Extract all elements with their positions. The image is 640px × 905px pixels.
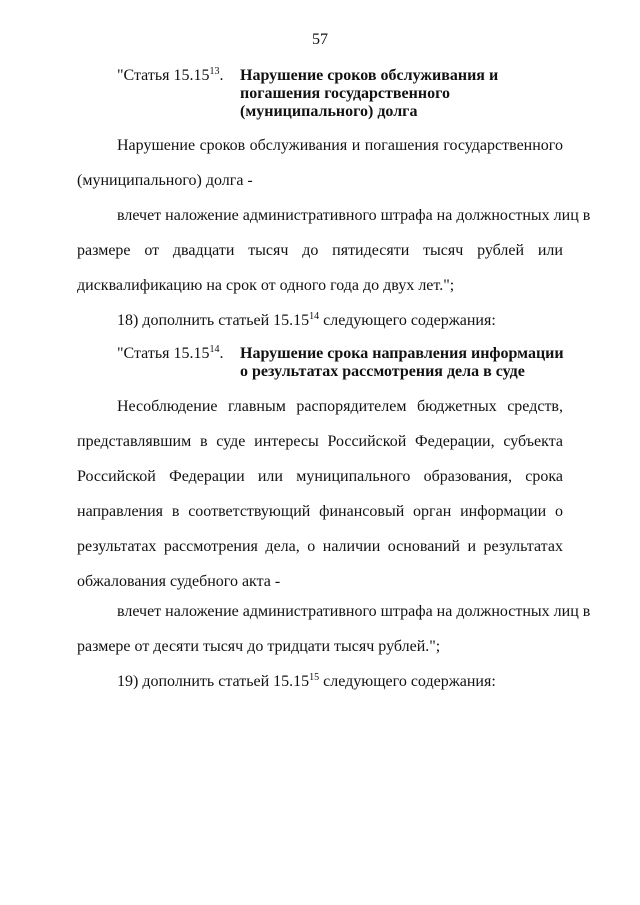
- page-number: 57: [312, 31, 328, 48]
- list-item-19: [117, 673, 496, 691]
- word: двадцати: [172, 242, 235, 259]
- word: дела,: [265, 538, 300, 555]
- word: распорядителем: [296, 398, 407, 415]
- word: рублей: [477, 242, 525, 259]
- article-label-prefix: "Статья 15.15: [117, 345, 210, 362]
- word: рассмотрения: [163, 538, 258, 555]
- word: направления: [77, 503, 164, 520]
- word: срока: [525, 468, 563, 485]
- word: пятидесяти: [332, 242, 410, 259]
- paragraph-line: [77, 433, 563, 451]
- word: или: [257, 468, 283, 485]
- word: Российской: [327, 433, 407, 450]
- word: тысяч: [423, 242, 464, 259]
- article-label-prefix: "Статья 15.15: [117, 67, 210, 84]
- paragraph-line: [77, 242, 563, 260]
- word: от: [144, 242, 160, 259]
- article-label-suffix: .: [219, 345, 224, 362]
- word: до: [302, 242, 319, 259]
- word: результатах: [77, 538, 157, 555]
- word: образования,: [423, 468, 512, 485]
- paragraph-line: обжалования судебного акта -: [77, 573, 281, 590]
- list-item-prefix: 18) дополнить статьей 15.15: [117, 312, 310, 329]
- word: орган: [413, 503, 452, 520]
- paragraph-line: [77, 503, 563, 521]
- paragraph-line: размере от десяти тысяч до тридцати тысяч рублей.";: [77, 638, 441, 655]
- list-item-sup: 14: [309, 311, 320, 322]
- word: тысяч: [248, 242, 289, 259]
- word: Нарушение: [117, 137, 196, 154]
- paragraph-line: [117, 398, 563, 416]
- list-item-suffix: следующего содержания:: [319, 673, 496, 690]
- word: соответствующий: [188, 503, 311, 520]
- word: или: [537, 242, 563, 259]
- article-title-line: (муниципального) долга: [240, 103, 418, 120]
- article-label-suffix: .: [219, 67, 224, 84]
- article-title-line: погашения государственного: [240, 85, 450, 102]
- list-item-suffix: следующего содержания:: [319, 312, 496, 329]
- word: результатах: [483, 538, 563, 555]
- paragraph-line: [117, 137, 563, 155]
- word: представлявшим: [77, 433, 192, 450]
- word: информации: [460, 503, 547, 520]
- list-item-18: [117, 312, 496, 330]
- word: в: [199, 433, 208, 450]
- word: Федерации: [169, 468, 245, 485]
- list-item-sup: 15: [309, 672, 320, 683]
- word: Российской: [77, 468, 156, 485]
- word: главным: [228, 398, 286, 415]
- word: Несоблюдение: [117, 398, 218, 415]
- paragraph-line: [77, 538, 563, 556]
- article-title-line: Нарушение сроков обслуживания и: [240, 67, 499, 84]
- word: и: [467, 538, 477, 555]
- word: о: [554, 503, 563, 520]
- paragraph-line: влечет наложение административного штрафа на должностных лиц в: [117, 207, 591, 224]
- article-label-sup: 13: [209, 66, 220, 77]
- word: субъекта: [503, 433, 563, 450]
- article-label: [117, 67, 224, 85]
- paragraph-line: влечет наложение административного штрафа на должностных лиц в: [117, 603, 591, 620]
- word: бюджетных: [417, 398, 497, 415]
- article-label: [117, 345, 224, 363]
- paragraph-line: (муниципального) долга -: [77, 172, 253, 189]
- word: размере: [77, 242, 131, 259]
- word: оснований: [387, 538, 460, 555]
- word: о: [307, 538, 316, 555]
- word: погашения: [364, 137, 439, 154]
- word: сроков: [199, 137, 246, 154]
- article-label-sup: 14: [209, 344, 220, 355]
- word: суде: [216, 433, 246, 450]
- article-title-line: о результатах рассмотрения дела в суде: [240, 363, 525, 380]
- word: обслуживания: [249, 137, 348, 154]
- word: муниципального: [296, 468, 411, 485]
- word: в: [171, 503, 180, 520]
- paragraph-line: [77, 468, 563, 486]
- word: государственного: [443, 137, 563, 154]
- word: средств,: [507, 398, 563, 415]
- list-item-prefix: 19) дополнить статьей 15.15: [117, 673, 310, 690]
- paragraph-line: дисквалификацию на срок от одного года до двух лет.";: [77, 277, 455, 294]
- word: и: [351, 137, 361, 154]
- word: интересы: [254, 433, 319, 450]
- article-title-line: Нарушение срока направления информации: [240, 345, 564, 362]
- word: Федерации,: [415, 433, 495, 450]
- word: наличии: [322, 538, 381, 555]
- word: финансовый: [319, 503, 405, 520]
